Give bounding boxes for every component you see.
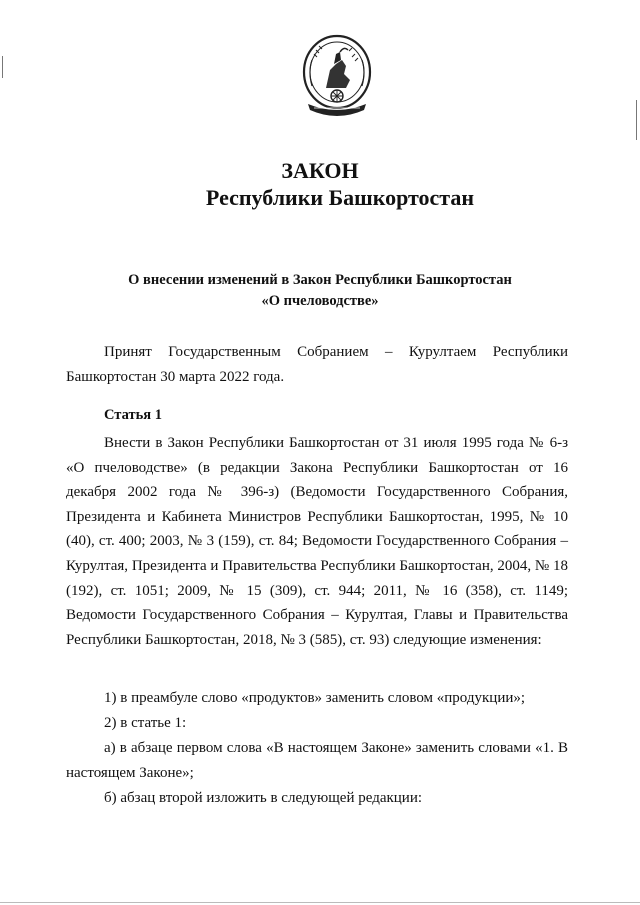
amendment-item-2: 2) в статье 1: (104, 715, 187, 731)
law-subject (0, 270, 640, 312)
subject-line-2: «О пчеловодстве» (261, 293, 379, 309)
coat-of-arms-emblem (300, 30, 374, 122)
adoption-note: Принят Государственным Собранием – Курултаем Республики Башкортостан 30 марта 2022 года. (66, 344, 568, 385)
scan-edge-mark-bottom (0, 902, 640, 903)
subject-line-1: О внесении изменений в Закон Республики Башкортостан (128, 272, 512, 288)
scan-edge-mark-left (2, 56, 3, 78)
document-subtitle: Республики Башкортостан (205, 185, 475, 210)
document-title: ЗАКОН (281, 158, 359, 183)
amendment-item-2b: б) абзац второй изложить в следующей редакции: (104, 790, 423, 806)
scan-edge-mark-right (636, 100, 637, 140)
amendment-item-1: 1) в преамбуле слово «продуктов» заменить словом «продукции»; (104, 690, 526, 706)
amendment-item-2a: а) в абзаце первом слова «В настоящем Законе» заменить словами «1. В настоящем Законе»; (66, 740, 568, 781)
article-intro-paragraph: Внести в Закон Республики Башкортостан от 31 июля 1995 года № 6-з «О пчеловодстве» (в редакции Закона Республики Башкортостан от 16 декабря 2002 года № 396-з) (Ведомости Государственного Собрания, Президента и Кабинета Министров Республики Башкортостан, 1995, № 10 (40), ст. 400; 2003, № 3 (159), ст. 84; Ведомости Государственного Собрания – Курултая, Президента и Правительства Республики Башкортостан, 2004, № 18 (192), ст. 1051; 2009, № 15 (309), ст. 944; 2011, № 16 (358), ст. 1149; Ведомости Государственного Собрания – Курултая, Главы и Правительства Республики Башкортостан, 2018, № 3 (585), ст. 93) следующие изменения: (66, 435, 568, 648)
article-heading: Статья 1 (104, 407, 162, 423)
